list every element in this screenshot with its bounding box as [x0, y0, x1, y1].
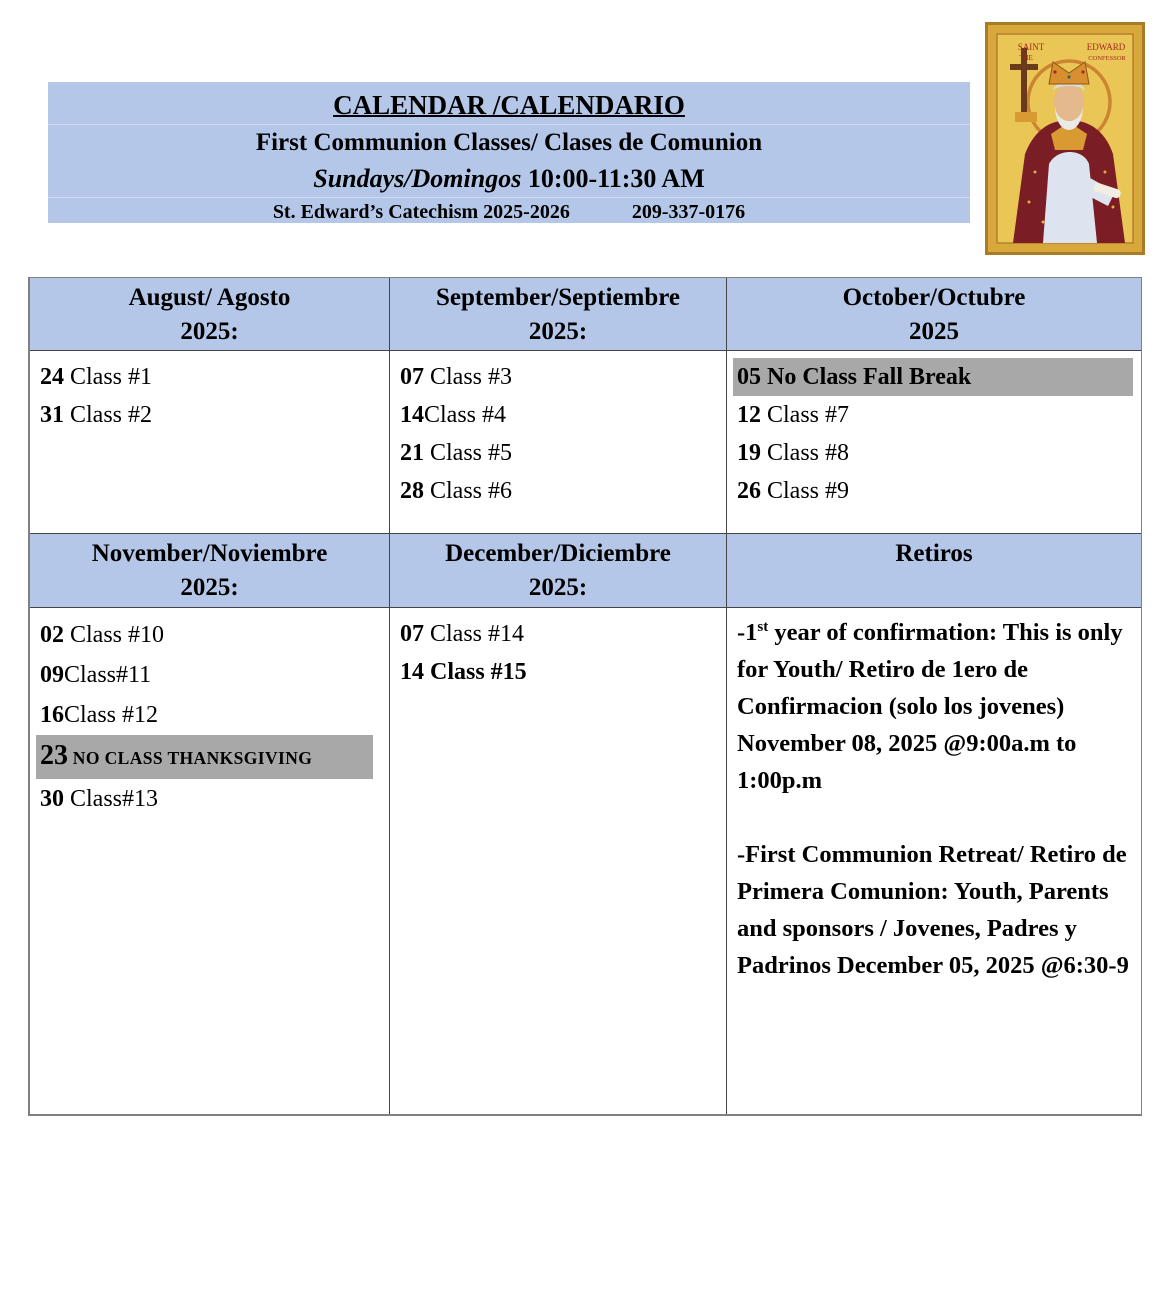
entry-day: 02 [40, 622, 64, 648]
header-october [727, 278, 1141, 351]
saint-icon-art [985, 22, 1145, 255]
icon-caption-the: THE [1019, 54, 1033, 62]
november-cell [30, 608, 390, 1114]
entry-label: Class #4 [424, 402, 507, 428]
entry-day: 16 [40, 702, 64, 728]
class-entry [400, 396, 720, 434]
schedule-time: 10:00-11:30 AM [521, 164, 705, 193]
entry-day: 07 [400, 621, 424, 647]
entry-day: 31 [40, 402, 64, 428]
month-year: 2025 [909, 318, 959, 345]
entry-label: Class #5 [424, 440, 513, 466]
august-cell [30, 351, 390, 534]
october-cell [727, 351, 1141, 534]
retiros-cell [727, 608, 1141, 1114]
entry-label: Class#13 [64, 786, 159, 812]
entry-label: Class #10 [64, 622, 165, 648]
entry-label: Class #12 [64, 702, 159, 728]
icon-caption-edward: EDWARD [1086, 42, 1126, 52]
entry-label: Class #14 [424, 621, 525, 647]
class-entry [400, 434, 720, 472]
september-cell [390, 351, 727, 534]
header-november [30, 534, 390, 608]
retiro-text: -1 [737, 619, 758, 646]
entry-day: 23 [40, 740, 68, 771]
class-entry [737, 396, 1135, 434]
saint-edward-confessor-icon [985, 22, 1145, 255]
entry-day: 21 [400, 440, 424, 466]
class-entry [400, 472, 720, 510]
entry-day: 26 [737, 478, 761, 504]
entry-day: 09 [40, 662, 64, 688]
entry-label: No Class Fall Break [761, 364, 972, 390]
class-entry [400, 653, 720, 691]
entry-day: 14 [400, 659, 424, 685]
month-year: 2025: [528, 318, 588, 345]
retiro-paragraph-first-communion: -First Communion Retreat/ Retiro de Primera Comunion: Youth, Parents and sponsors / Jovenes, Padres y Padrinos December 05, 2025 @6:30-9 [737, 841, 1129, 979]
month-name: December/Diciembre [445, 540, 671, 567]
class-entry [40, 655, 383, 695]
month-name: November/Noviembre [91, 540, 328, 567]
entry-day: 24 [40, 364, 64, 390]
entry-label: Class #7 [761, 402, 850, 428]
december-cell [390, 608, 727, 1114]
calendar-table [28, 277, 1142, 1116]
calendar-org-line [48, 197, 970, 227]
phone-number: 209-337-0176 [631, 201, 746, 223]
entry-label: Class #3 [424, 364, 513, 390]
class-entry [400, 615, 720, 653]
ordinal-suffix: st [757, 618, 769, 635]
entry-label: Class#11 [64, 662, 152, 688]
calendar-title [48, 87, 970, 124]
calendar-subtitle: First Communion Classes/ Clases de Comunion [48, 124, 970, 160]
calendar-title-text: CALENDAR /CALENDARIO [333, 90, 685, 120]
no-class-fall-break-entry [733, 358, 1133, 396]
month-name: August/ Agosto [128, 284, 291, 311]
entry-label: Class #2 [64, 402, 153, 428]
entry-day: 05 [737, 364, 761, 390]
class-entry [737, 472, 1135, 510]
class-entry [40, 779, 383, 819]
calendar-schedule [48, 160, 970, 197]
entry-label: Class #8 [761, 440, 850, 466]
retiro-text: year of confirmation: This is only for Youth/ Retiro de 1ero de Confirmacion (solo los jovenes) November 08, 2025 @9:00a.m to 1:00p.m [737, 619, 1129, 794]
entry-label: Class #15 [424, 659, 527, 685]
class-entry [40, 396, 383, 434]
class-entry [40, 695, 383, 735]
class-entry [737, 434, 1135, 472]
header-september [390, 278, 727, 351]
entry-day: 30 [40, 786, 64, 812]
month-year: 2025: [180, 574, 239, 601]
entry-label: Class #9 [761, 478, 850, 504]
header-december [390, 534, 727, 608]
schedule-days: Sundays/Domingos [313, 164, 522, 193]
entry-day: 14 [400, 402, 424, 428]
org-name: St. Edward’s Catechism 2025-2026 [272, 201, 570, 223]
retiro-paragraph-confirmation [737, 614, 1133, 799]
header-banner [48, 82, 970, 223]
entry-label: NO CLASS THANKSGIVING [68, 748, 313, 768]
class-entry [400, 358, 720, 396]
month-year: 2025: [528, 574, 588, 601]
month-name: October/Octubre [842, 284, 1026, 311]
month-name: September/Septiembre [436, 284, 680, 311]
month-year: 2025: [180, 318, 239, 345]
class-entry [40, 358, 383, 396]
no-class-thanksgiving-entry [36, 735, 373, 779]
header-retiros [727, 534, 1141, 608]
icon-caption-confessor: CONFESSOR [1088, 55, 1126, 62]
entry-day: 07 [400, 364, 424, 390]
class-entry [40, 615, 383, 655]
entry-day: 19 [737, 440, 761, 466]
header-august [30, 278, 390, 351]
entry-day: 28 [400, 478, 424, 504]
entry-label: Class #1 [64, 364, 153, 390]
entry-label: Class #6 [424, 478, 513, 504]
icon-caption-saint: SAINT [1017, 42, 1045, 52]
retiros-title: Retiros [895, 540, 973, 567]
entry-day: 12 [737, 402, 761, 428]
